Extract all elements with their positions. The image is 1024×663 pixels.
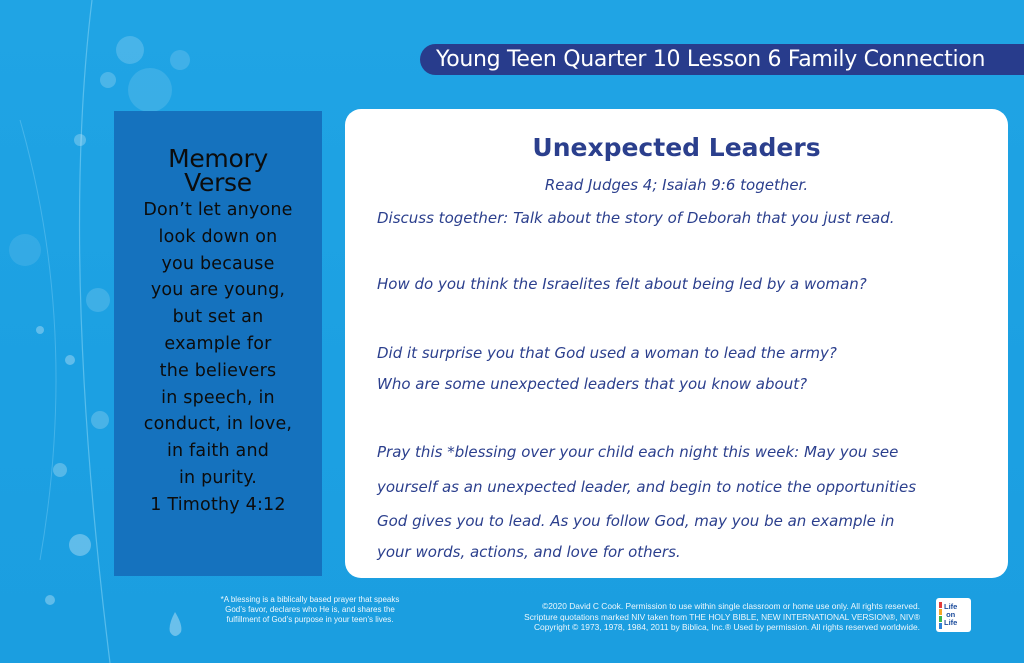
memory-title-line: Verse — [184, 168, 252, 197]
verse-line: the believers — [159, 360, 277, 381]
copyright-line: Copyright © 1973, 1978, 1984, 2011 by Biblica, Inc.® Used by permission. All rights reserved worldwide. — [533, 622, 920, 632]
verse-line: look down on — [158, 226, 278, 247]
blessing-footnote — [190, 595, 430, 625]
memory-verse-panel — [114, 111, 322, 576]
verse-line: in faith and — [166, 441, 270, 462]
verse-line: but set an — [172, 307, 264, 328]
verse-line: in speech, in — [161, 387, 275, 408]
lesson-title: Unexpected Leaders — [532, 133, 821, 162]
verse-line: you are young, — [150, 280, 286, 301]
discussion-prompt: Discuss together: Talk about the story of Deborah that you just read. — [377, 209, 895, 227]
logo-text — [944, 603, 957, 627]
question-2: Did it surprise you that God used a woman to lead the army? — [377, 344, 837, 362]
logo-word: on — [946, 610, 956, 619]
verse-line: example for — [164, 333, 272, 354]
footnote-line: fulfillment of God’s purpose in your teen’s lives. — [226, 615, 394, 624]
verse-reference: 1 Timothy 4:12 — [150, 494, 286, 515]
prayer-line: God gives you to lead. As you follow God, may you be an example in — [377, 512, 895, 530]
memory-verse-title — [114, 144, 322, 197]
question-3: Who are some unexpected leaders that you know about? — [377, 375, 808, 393]
logo-bar — [939, 609, 942, 615]
life-on-life-logo — [936, 598, 971, 632]
question-1: How do you think the Israelites felt about being led by a woman? — [377, 275, 867, 293]
prayer-line: yourself as an unexpected leader, and begin to notice the opportunities — [377, 478, 917, 496]
footnote-line: *A blessing is a biblically based prayer that speaks — [220, 595, 400, 604]
copyright-notice — [470, 601, 920, 633]
copyright-line: ©2020 David C Cook. Permission to use within single classroom or home use only. All rights reserved. — [542, 601, 920, 611]
memory-title-line: Memory — [168, 144, 268, 173]
footnote-line: God’s favor, declares who He is, and shares the — [225, 605, 395, 614]
prayer-line: Pray this *blessing over your child each night this week: May you see — [377, 443, 899, 461]
logo-word: Life — [944, 602, 958, 611]
verse-line: you because — [161, 253, 275, 274]
logo-bar — [939, 623, 942, 629]
logo-bar — [939, 602, 942, 608]
memory-verse-text — [114, 197, 322, 519]
lesson-card — [345, 109, 1008, 578]
lesson-reading: Read Judges 4; Isaiah 9:6 together. — [544, 176, 809, 194]
verse-line: conduct, in love, — [143, 414, 293, 435]
lesson-header: Young Teen Quarter 10 Lesson 6 Family Connection — [420, 44, 1024, 75]
verse-line: in purity. — [178, 467, 258, 488]
verse-line: Don’t let anyone — [143, 200, 293, 220]
prayer-line: your words, actions, and love for others. — [377, 543, 681, 561]
logo-bar — [939, 616, 942, 622]
copyright-line: Scripture quotations marked NIV taken from THE HOLY BIBLE, NEW INTERNATIONAL VERSION®, NIV® — [524, 611, 920, 622]
logo-color-bars — [939, 602, 942, 629]
logo-word: Life — [944, 618, 958, 627]
